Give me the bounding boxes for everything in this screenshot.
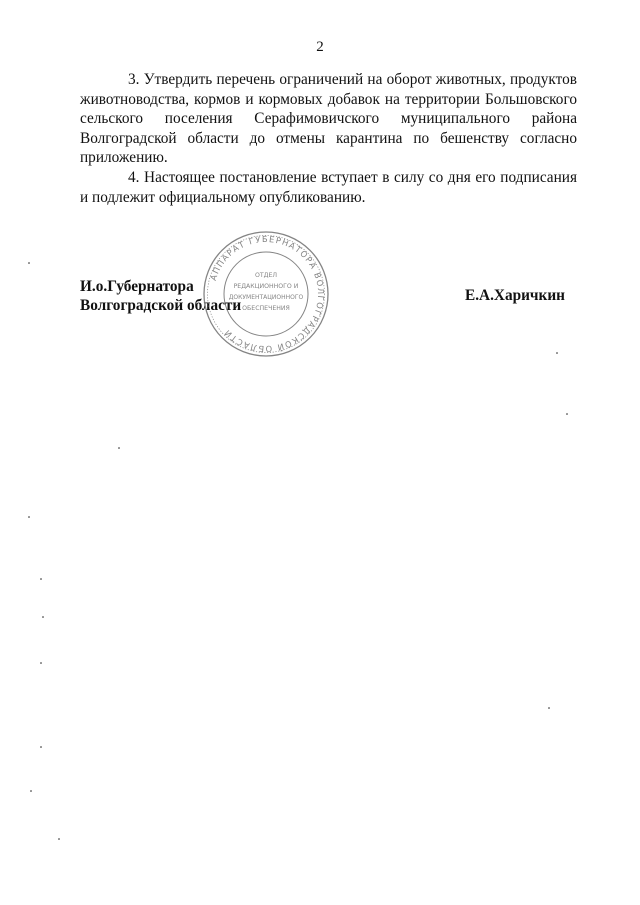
paragraph-item-4: 4. Настоящее постановление вступает в силу со дня его подписания и подлежит официальному опубликованию. <box>80 168 577 206</box>
scan-speck <box>566 413 568 415</box>
scan-speck <box>42 616 44 618</box>
scan-speck <box>556 352 558 354</box>
stamp-inner-line4: ОБЕСПЕЧЕНИЯ <box>242 305 290 312</box>
page-number: 2 <box>316 39 324 55</box>
scan-speck <box>58 838 60 840</box>
stamp-inner-line2: РЕДАКЦИОННОГО И <box>233 283 299 290</box>
scan-speck <box>548 707 550 709</box>
scan-speck <box>40 578 42 580</box>
official-stamp <box>201 229 331 359</box>
stamp-inner-line1: ОТДЕЛ <box>254 272 278 279</box>
signer-name: Е.А.Харичкин <box>465 287 565 304</box>
signatory-title-line1: И.о.Губернатора <box>80 278 194 295</box>
paragraph-item-3: 3. Утвердить перечень ограничений на оборот животных, продуктов животноводства, кормов и кормовых добавок на территории Большовского сельского поселения Серафимовичского муниципального района Волгоградской области до отмены карантина по бешенству согласно приложению. <box>80 71 577 167</box>
document-body <box>80 70 577 207</box>
stamp-outer-text: АППАРАТ ГУБЕРНАТОРА ВОЛГОГРАДСКОЙ ОБЛАСТИ <box>207 233 327 355</box>
scan-speck <box>40 662 42 664</box>
scan-speck <box>28 516 30 518</box>
signatory-title-line2: Волгоградской области <box>80 297 242 314</box>
scan-speck <box>28 262 30 264</box>
scan-speck <box>118 447 120 449</box>
scan-speck <box>40 746 42 748</box>
scan-speck <box>30 790 32 792</box>
stamp-inner-line3: ДОКУМЕНТАЦИОННОГО <box>228 294 304 301</box>
